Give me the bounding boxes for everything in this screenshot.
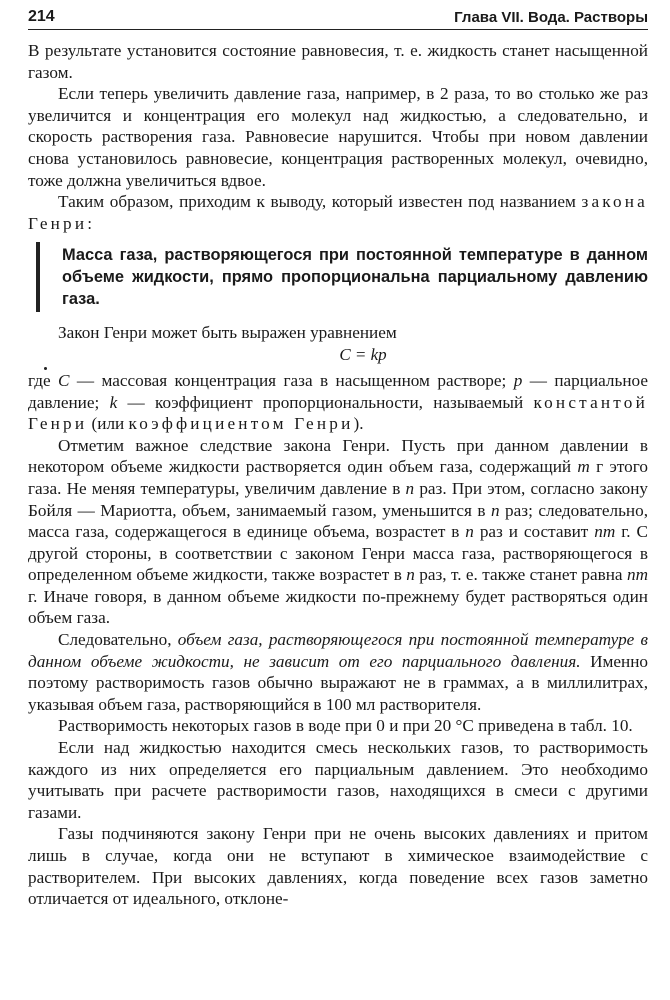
italic-statement: объем газа, растворяющегося при постоянной температуре в данном объеме жидкости, не зависит от его парциального давления. xyxy=(28,630,649,671)
henry-equation: C = kp xyxy=(339,344,387,364)
paragraph-pressure-increase: Если теперь увеличить давление газа, например, в 2 раза, то во столько же раз увеличится и концентрация его молекул над жидкостью, а следовательно, и скорость растворения газа. Равновесие нарушится. Чтобы при новом давлении снова установилось равновесие, концентрация растворенных молекул, очевидно, тоже должна увеличиться вдвое. xyxy=(28,84,648,190)
law-margin-bar xyxy=(36,242,40,312)
paragraph-conclusion: Таким образом, приходим к выводу, который известен под названием закона Генри: xyxy=(28,192,648,233)
page-number: 214 xyxy=(28,8,55,25)
paragraph-volume-independence: Следовательно, объем газа, растворяющегося при постоянной температуре в данном объеме жидкости, не зависит от его парциального давления. Именно поэтому растворимость газов обычно выражают не в граммах, а в миллилитрах, указывая объем газа, растворяющийся в 100 мл растворителя. xyxy=(28,630,649,714)
henry-constant-term: константой Генри xyxy=(28,392,648,434)
paragraph-table-reference: Растворимость некоторых газов в воде при 0 и при 20 °С приведена в табл. 10. xyxy=(58,716,633,736)
law-text: Масса газа, растворяющегося при постоянной температуре в данном объеме жидкости, прямо пропорциональна парциальному давлению газа. xyxy=(62,246,648,309)
henry-law-term: закона Генри xyxy=(28,192,648,233)
paragraph-variables: где C — массовая концентрация газа в насыщенном растворе; p — парциальное давление; k — коэффициент пропорциональности, называемый константой Генри (или коэффициентом Генри). xyxy=(28,370,648,434)
margin-dot xyxy=(44,367,47,370)
chapter-title: Глава VII. Вода. Растворы xyxy=(454,9,648,26)
henry-coefficient-term: коэффициентом Генри xyxy=(128,414,354,434)
paragraph-consequence: Отметим важное следствие закона Генри. Пусть при данном давлении в некотором объеме жидкости растворяется один объем газа, содержащий m г этого газа. Не меняя температуры, увеличим давление в n раз. При этом, согласно закону Бойля — Мариотта, объем, занимаемый газом, уменьшится в n раз; следовательно, масса газа, содержащегося в единице объема, возрастет в n раз и составит nm г. С другой стороны, в соответствии с законом Генри масса газа, растворяющегося в определенном объеме жидкости, также возрастет в n раз, т. е. также станет равна nm г. Иначе говоря, в данном объеме жидкости по-прежнему будет растворяться один объем газа. xyxy=(28,435,648,628)
henry-law-statement xyxy=(36,242,648,312)
paragraph-high-pressure: Газы подчиняются закону Генри при не очень высоких давлениях и притом лишь в случае, когда они не вступают в химическое взаимодействие с растворителем. При высоких давлениях, когда поведение всех газов заметно отличается от идеального, отклоне- xyxy=(28,824,648,909)
paragraph-equation-intro: Закон Генри может быть выражен уравнением xyxy=(58,323,397,343)
running-header xyxy=(28,8,648,30)
paragraph-gas-mixture: Если над жидкостью находится смесь нескольких газов, то растворимость каждого из них определяется его парциальным давлением. Это необходимо учитывать при расчете растворимости газов, находящихся в смеси с другими газами. xyxy=(28,738,648,822)
paragraph-equilibrium: В результате установится состояние равновесия, т. е. жидкость станет насыщенной газом. xyxy=(28,41,648,82)
